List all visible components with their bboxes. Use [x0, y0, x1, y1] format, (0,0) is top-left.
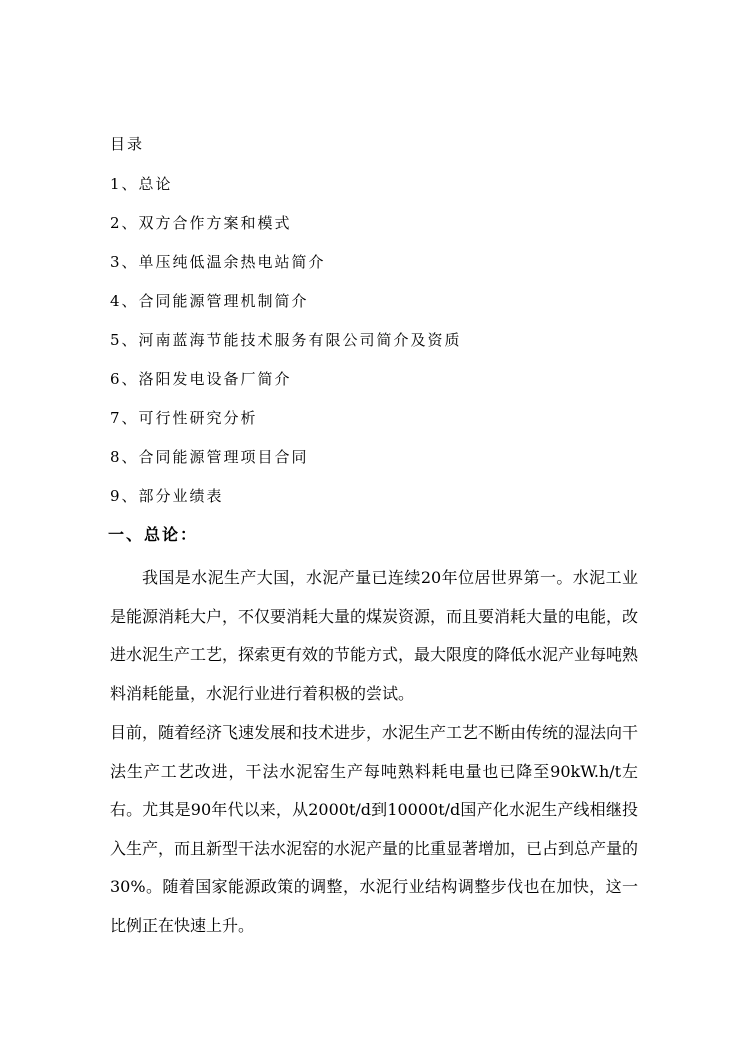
table-of-contents: [110, 174, 462, 525]
toc-item-1: 1、总论: [110, 175, 173, 193]
toc-item-5: 5、河南蓝海节能技术服务有限公司简介及资质: [110, 331, 462, 349]
toc-item-7: 7、可行性研究分析: [110, 409, 258, 427]
toc-item-9: 9、部分业绩表: [110, 487, 224, 505]
toc-item-8: 8、合同能源管理项目合同: [110, 448, 309, 466]
toc-item-2: 2、双方合作方案和模式: [110, 214, 292, 232]
toc-item-3: 3、单压纯低温余热电站简介: [110, 253, 326, 271]
toc-item-4: 4、合同能源管理机制简介: [110, 292, 309, 310]
section-heading: 一、总论：: [108, 525, 199, 544]
toc-item-6: 6、洛阳发电设备厂简介: [110, 370, 292, 388]
body-paragraph-1: 我国是水泥生产大国，水泥产量已连续20年位居世界第一。水泥工业是能源消耗大户，不仅要消耗大量的煤炭资源，而且要消耗大量的电能，改进水泥生产工艺，探索更有效的节能方式，最大限度的降低水泥产业每吨熟料消耗能量，水泥行业进行着积极的尝试。: [110, 568, 639, 703]
toc-title: 目录: [110, 135, 145, 153]
body-paragraph-2: 目前，随着经济飞速发展和技术进步，水泥生产工艺不断由传统的湿法向干法生产工艺改进，干法水泥窑生产每吨熟料耗电量也已降至90kW.h/t左右。尤其是90年代以来，从2000t/d到10000t/d国产化水泥生产线相继投入生产，而且新型干法水泥窑的水泥产量的比重显著增加，已占到总产量的30%。随着国家能源政策的调整，水泥行业结构调整步伐也在加快，这一比例正在快速上升。: [110, 723, 639, 935]
